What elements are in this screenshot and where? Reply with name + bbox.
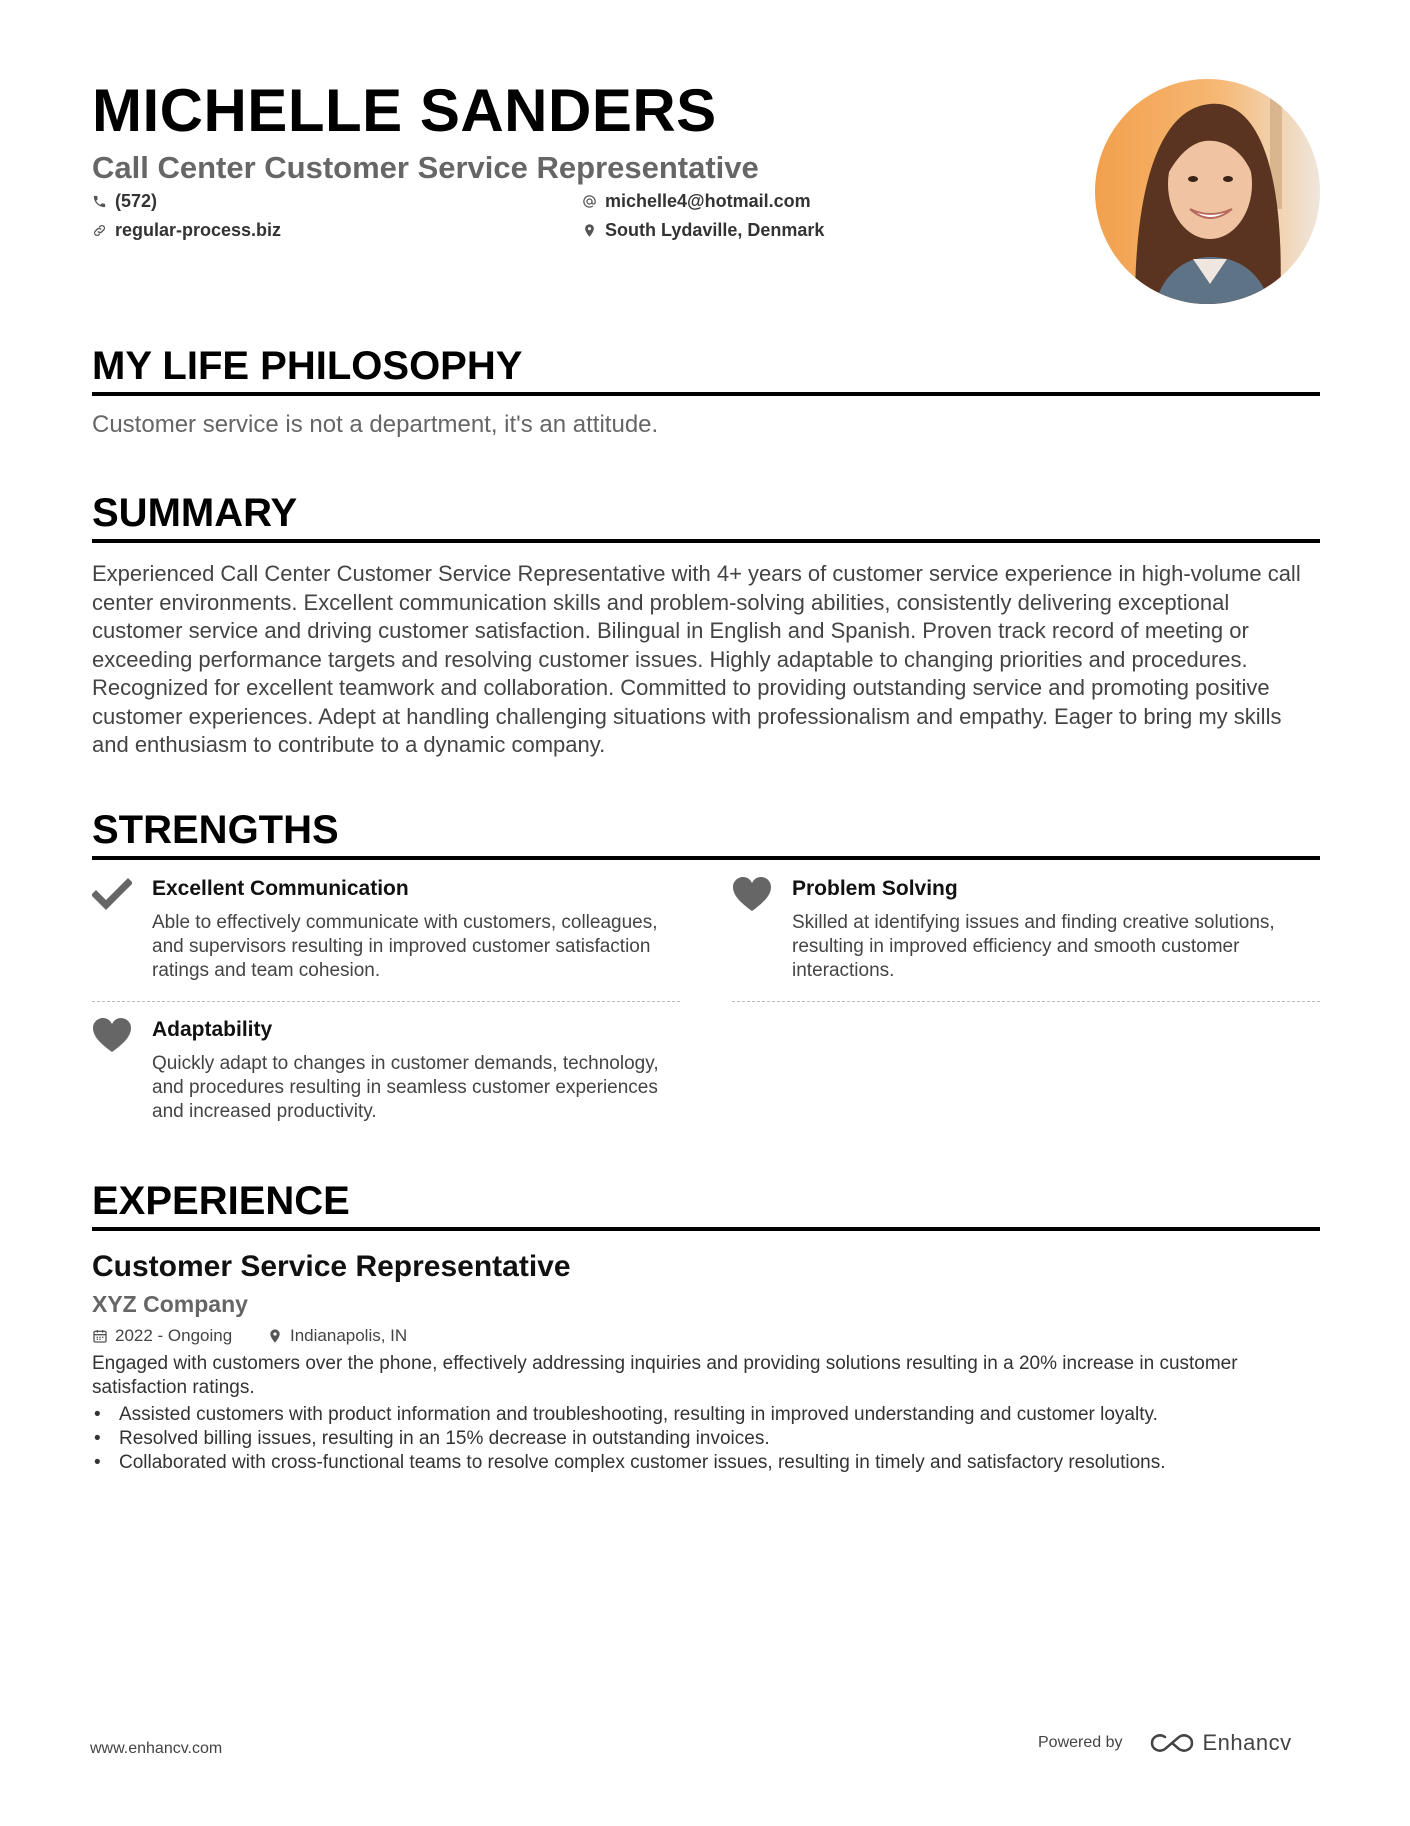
candidate-title: Call Center Customer Service Representative xyxy=(92,150,759,185)
strength-desc: Skilled at identifying issues and finding creative solutions, resulting in improved efficiency and smooth customer interactions. xyxy=(792,912,1275,981)
website-text: regular-process.biz xyxy=(115,220,282,240)
experience-location xyxy=(267,1326,407,1346)
candidate-name: MICHELLE SANDERS xyxy=(92,77,717,144)
experience-bullets xyxy=(92,1403,1320,1475)
heart-icon xyxy=(92,1018,132,1054)
location-text: Indianapolis, IN xyxy=(290,1326,408,1345)
contact-phone xyxy=(92,191,157,212)
experience-company: XYZ Company xyxy=(92,1291,248,1317)
strength-divider xyxy=(732,1001,1320,1002)
check-icon xyxy=(92,877,132,913)
list-item: • Collaborated with cross-functional teams to resolve complex customer issues, resulting in timely and satisfactory resolutions. xyxy=(92,1451,1320,1475)
pin-icon xyxy=(582,223,597,238)
dates-text: 2022 - Ongoing xyxy=(115,1326,233,1345)
strength-desc: Quickly adapt to changes in customer demands, technology, and procedures resulting in seamless customer experiences and increased productivity. xyxy=(152,1053,659,1122)
contact-email xyxy=(582,191,811,212)
heart-icon xyxy=(732,877,772,913)
location-text: South Lydaville, Denmark xyxy=(605,220,825,240)
list-item: • Resolved billing issues, resulting in an 15% decrease in outstanding invoices. xyxy=(92,1427,1320,1451)
philosophy-text: Customer service is not a department, it's an attitude. xyxy=(92,411,659,438)
experience-role: Customer Service Representative xyxy=(92,1250,571,1283)
footer-branding xyxy=(1038,1730,1292,1756)
email-text: michelle4@hotmail.com xyxy=(605,191,811,211)
pin-icon xyxy=(267,1328,283,1344)
summary-text: Experienced Call Center Customer Service Representative with 4+ years of customer service experience in high-volume call center environments. Excellent communication skills and problem-solving abilities, consistently delivering exceptional customer service and driving customer satisfaction. Bilingual in English and Spanish. Proven track record of meeting or exceeding performance targets and resolving customer issues. Highly adaptable to changing priorities and procedures. Recognized for excellent teamwork and collaboration. Committed to providing outstanding service and promoting positive customer experiences. Adept at handling challenging situations with professionalism and empathy. Eager to bring my skills and enthusiasm to contribute to a dynamic company. xyxy=(92,561,1301,757)
strength-title: Problem Solving xyxy=(792,877,958,900)
experience-dates xyxy=(92,1326,232,1346)
phone-icon xyxy=(92,194,107,209)
summary-heading: SUMMARY xyxy=(92,491,1320,543)
contact-location xyxy=(582,220,824,241)
enhancv-logo-icon xyxy=(1149,1731,1195,1755)
philosophy-heading: MY LIFE PHILOSOPHY xyxy=(92,344,1320,396)
strength-title: Adaptability xyxy=(152,1018,273,1041)
experience-heading: EXPERIENCE xyxy=(92,1179,1320,1231)
powered-by-text: Powered by xyxy=(1038,1734,1123,1751)
profile-photo xyxy=(1095,79,1320,304)
link-icon xyxy=(92,223,107,238)
strengths-heading: STRENGTHS xyxy=(92,808,1320,860)
footer-website[interactable]: www.enhancv.com xyxy=(90,1740,223,1757)
strength-desc: Able to effectively communicate with customers, colleagues, and supervisors resulting in improved customer satisfaction ratings and team cohesion. xyxy=(152,912,658,981)
list-item: • Assisted customers with product information and troubleshooting, resulting in improved understanding and customer loyalty. xyxy=(92,1403,1320,1427)
contact-website xyxy=(92,220,281,241)
calendar-icon xyxy=(92,1328,108,1344)
phone-text: (572) xyxy=(115,191,158,211)
brand-text: Enhancv xyxy=(1202,1730,1292,1755)
strength-title: Excellent Communication xyxy=(152,877,409,900)
at-icon xyxy=(582,194,597,209)
strength-divider xyxy=(92,1001,680,1002)
experience-description: Engaged with customers over the phone, effectively addressing inquiries and providing solutions resulting in a 20% increase in customer satisfaction ratings. xyxy=(92,1353,1238,1398)
